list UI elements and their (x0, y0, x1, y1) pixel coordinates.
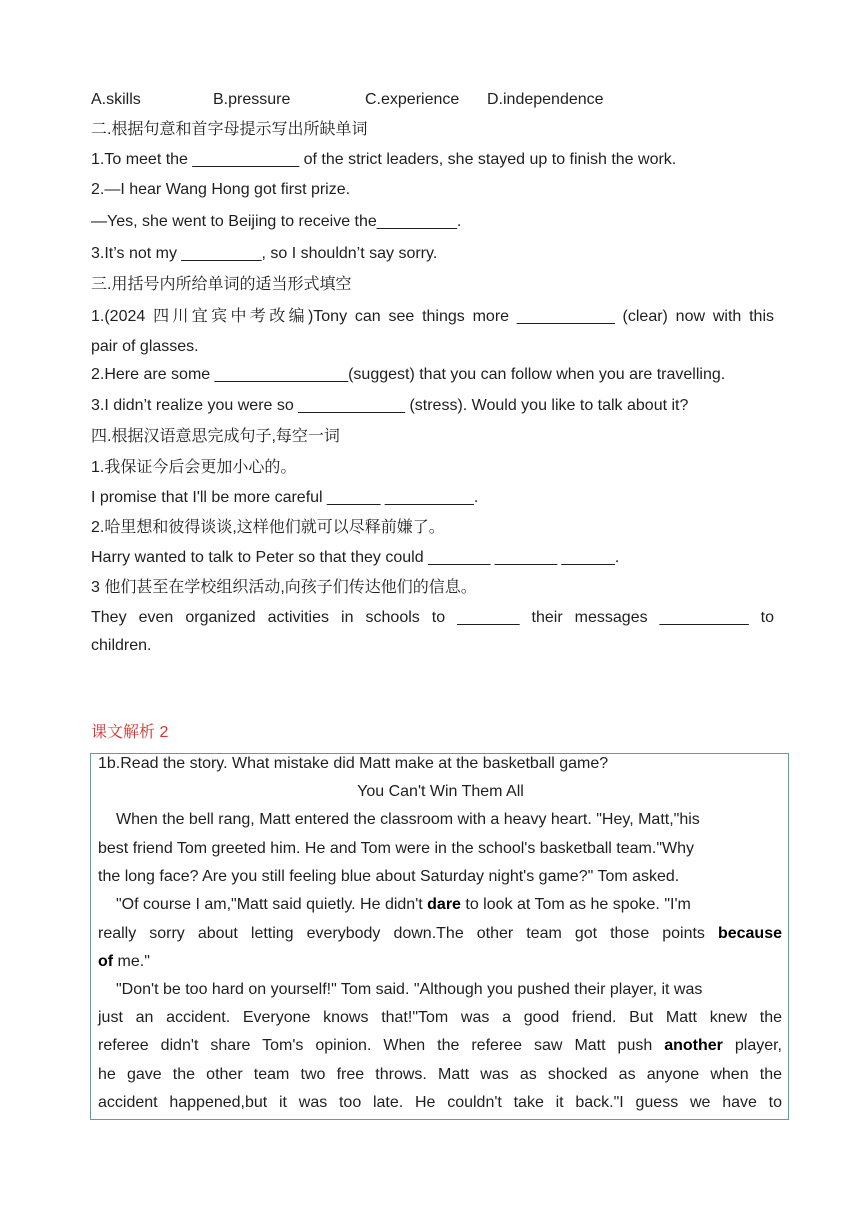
para1-line3: the long face? Are you still feeling blue about Saturday night's game?" Tom asked. (98, 868, 680, 885)
section4-q2-english: Harry wanted to talk to Peter so that they could _______ _______ ______. (91, 549, 620, 566)
para1-line2: best friend Tom greeted him. He and Tom were in the school's basketball team."Why (98, 840, 694, 857)
option-row (91, 90, 651, 110)
para2-line3-text: me." (113, 953, 150, 970)
section3-q1b: pair of glasses. (91, 338, 199, 355)
section4-q2-chinese: 2.哈里想和彼得谈谈,这样他们就可以尽释前嫌了。 (91, 519, 445, 536)
para1-line1: When the bell rang, Matt entered the classroom with a heavy heart. "Hey, Matt,"his (116, 811, 700, 828)
option-c: C.experience (365, 91, 460, 108)
para2-line3 (98, 952, 150, 972)
reading-prompt: 1b.Read the story. What mistake did Matt make at the basketball game? (98, 755, 609, 772)
section2-q1: 1.To meet the ____________ of the strict leaders, she stayed up to finish the work. (91, 151, 677, 168)
section4-heading: 四.根据汉语意思完成句子,每空一词 (91, 428, 340, 445)
lesson-heading: 课文解析 2 (91, 724, 169, 741)
para3-line3 (98, 1036, 782, 1056)
section4-q3-chinese: 3 他们甚至在学校组织活动,向孩子们传达他们的信息。 (91, 579, 477, 596)
section4-q1-english: I promise that I'll be more careful ______ __________. (91, 489, 479, 506)
keyword-because: because (717, 925, 782, 942)
para2-line2-text: really sorry about letting everybody down.The other team got those points (98, 925, 718, 942)
keyword-another: another (664, 1037, 723, 1054)
para2-line1-start: "Of course I am,"Matt said quietly. He didn't (116, 896, 428, 913)
section2-q2a: 2.—I hear Wang Hong got first prize. (91, 181, 351, 198)
section3-q3: 3.I didn’t realize you were so ____________ (stress). Would you like to talk about it? (91, 397, 689, 414)
para2-line2 (98, 924, 782, 944)
keyword-of: of (98, 953, 114, 970)
para3-line5: accident happened,but it was too late. He couldn't take it back."I guess we have to (98, 1094, 782, 1111)
section2-q2b: —Yes, she went to Beijing to receive the_________. (91, 213, 462, 230)
story-title: You Can't Win Them All (357, 783, 524, 800)
section3-heading: 三.用括号内所给单词的适当形式填空 (91, 276, 352, 293)
reading-passage-box (90, 753, 789, 1120)
para2-line1-end: to look at Tom as he spoke. "I'm (460, 896, 691, 913)
keyword-dare: dare (427, 896, 461, 913)
para3-line1: "Don't be too hard on yourself!" Tom said. "Although you pushed their player, it was (116, 981, 703, 998)
section4-q3-english-cont: children. (91, 637, 152, 654)
section2-q3: 3.It’s not my _________, so I shouldn’t say sorry. (91, 245, 438, 262)
section3-q1a: 1.(2024 四川宜宾中考改编)Tony can see things more ___________ (clear) now with this (91, 308, 774, 325)
para3-line3-start: referee didn't share Tom's opinion. When the referee saw Matt push (98, 1037, 665, 1054)
para3-line4: he gave the other team two free throws. Matt was as shocked as anyone when the (98, 1066, 782, 1083)
option-b: B.pressure (213, 91, 291, 108)
section4-q1-chinese: 1.我保证今后会更加小心的。 (91, 459, 297, 476)
option-d: D.independence (487, 91, 604, 108)
option-a: A.skills (91, 91, 141, 108)
section3-q2: 2.Here are some _______________(suggest) that you can follow when you are travelling. (91, 366, 726, 383)
para2-line1 (116, 895, 691, 915)
section2-heading: 二.根据句意和首字母提示写出所缺单词 (91, 121, 368, 138)
section4-q3-english: They even organized activities in schools to _______ their messages __________ to (91, 609, 774, 626)
para3-line3-end: player, (722, 1037, 783, 1054)
para3-line2: just an accident. Everyone knows that!"Tom was a good friend. But Matt knew the (98, 1009, 782, 1026)
